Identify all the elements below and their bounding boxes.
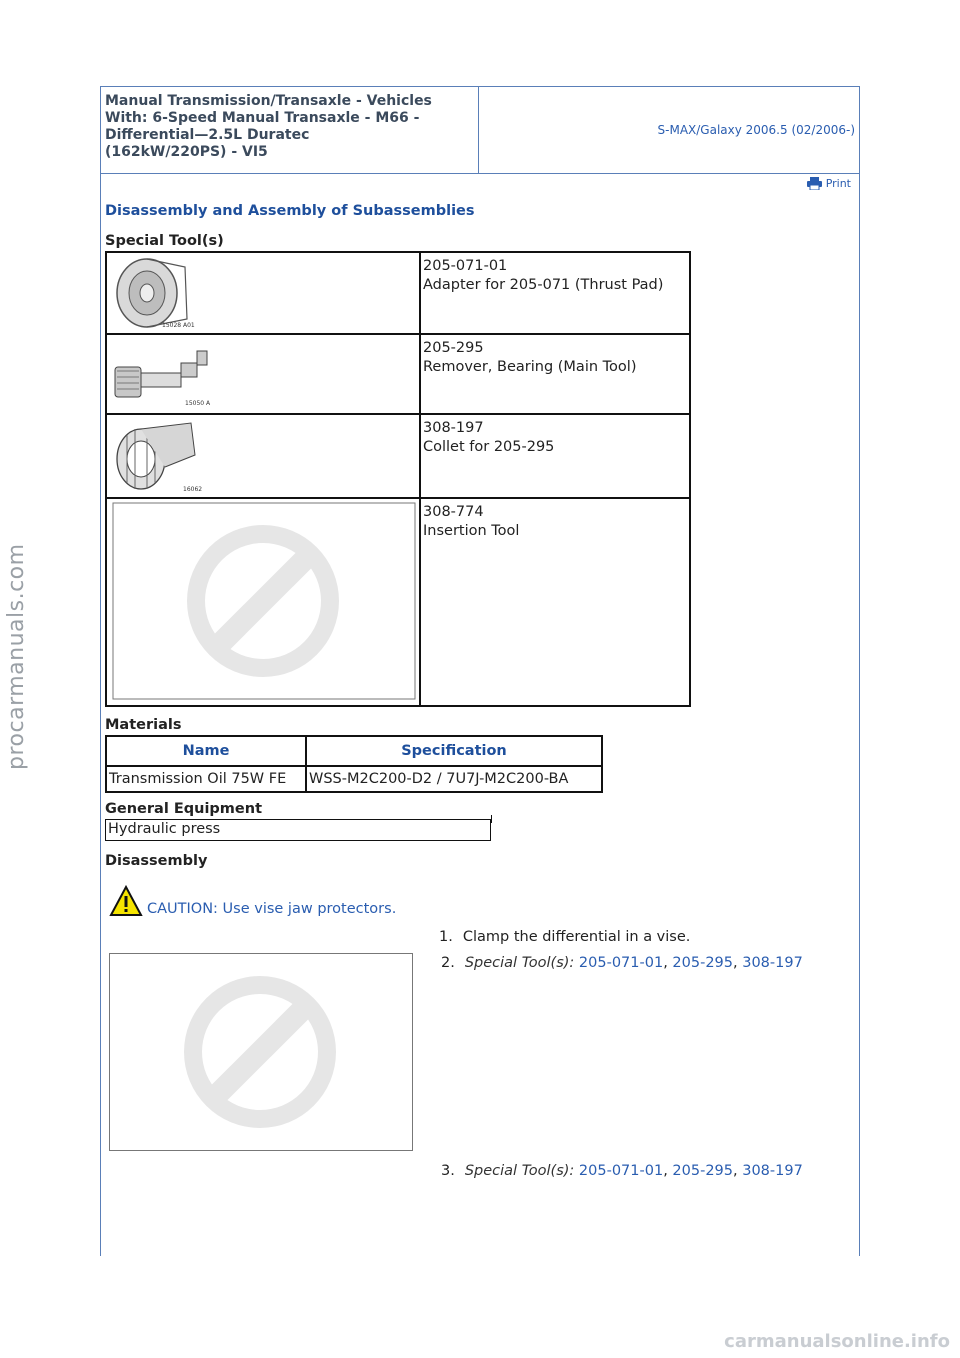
print-button[interactable] xyxy=(807,177,851,190)
bearing-remover-image xyxy=(107,335,419,413)
tool-description-cell xyxy=(420,334,690,414)
special-tools-ref-label: Special Tool(s): xyxy=(464,1163,575,1179)
bottom-watermark: carmanualsonline.info xyxy=(724,1331,950,1352)
tool-number: 308-197 xyxy=(423,420,484,436)
document-header xyxy=(101,87,859,174)
printer-icon xyxy=(807,177,822,190)
tool-link-205-071-01[interactable]: 205-071-01 xyxy=(578,955,664,971)
thrust-pad-adapter-image xyxy=(107,253,419,333)
tool-image-cell xyxy=(106,414,420,498)
warning-triangle-icon xyxy=(109,885,143,917)
column-header-specification: Specification xyxy=(306,736,602,766)
step-1 xyxy=(439,929,690,945)
image-unavailable-icon xyxy=(110,954,412,1150)
step-figure xyxy=(109,953,413,1151)
tool-link-308-197[interactable]: 308-197 xyxy=(742,1163,803,1179)
tool-number: 205-295 xyxy=(423,340,484,356)
svg-text:15028 A01: 15028 A01 xyxy=(162,322,195,329)
collet-image xyxy=(107,415,419,497)
materials-header-row xyxy=(106,736,602,766)
print-label: Print xyxy=(825,177,851,190)
step-number: 1. xyxy=(439,929,453,945)
tool-image-cell xyxy=(106,252,420,334)
svg-text:15050 A: 15050 A xyxy=(185,400,211,407)
tool-description: Collet for 205-295 xyxy=(423,439,555,455)
document-frame xyxy=(100,86,860,1256)
tool-link-205-071-01[interactable]: 205-071-01 xyxy=(578,1163,664,1179)
special-tools-table xyxy=(105,251,691,707)
tool-link-205-295[interactable]: 205-295 xyxy=(672,955,733,971)
table-divider xyxy=(491,815,492,823)
step-number: 3. xyxy=(441,1163,455,1179)
tool-number: 308-774 xyxy=(423,504,484,520)
header-title: Manual Transmission/Transaxle - Vehicles With: 6-Speed Manual Transaxle - M66 - Differential—2.5L Duratec (162kW/220PS) - VI5 xyxy=(101,87,479,173)
special-tools-ref-label: Special Tool(s): xyxy=(464,955,575,971)
tool-link-308-197[interactable]: 308-197 xyxy=(742,955,803,971)
material-specification: WSS-M2C200-D2 / 7U7J-M2C200-BA xyxy=(306,766,602,792)
step-number: 2. xyxy=(441,955,455,971)
tool-link-205-295[interactable]: 205-295 xyxy=(672,1163,733,1179)
tool-image-cell xyxy=(106,334,420,414)
vehicle-model: S-MAX/Galaxy 2006.5 (02/2006-) xyxy=(657,123,855,137)
page-title: Disassembly and Assembly of Subassemblies xyxy=(105,203,475,219)
tool-description-cell xyxy=(420,498,690,706)
table-row xyxy=(106,766,602,792)
tool-row xyxy=(106,414,690,498)
tool-row xyxy=(106,498,690,706)
material-name: Transmission Oil 75W FE xyxy=(106,766,306,792)
step-text: Clamp the differential in a vise. xyxy=(462,929,691,945)
image-unavailable-icon xyxy=(107,499,419,705)
equipment-item: Hydraulic press xyxy=(105,819,491,841)
step-2: 2. Special Tool(s): 205-071-01, 205-295, 308-197 xyxy=(441,955,803,971)
tool-description: Adapter for 205-071 (Thrust Pad) xyxy=(423,277,664,293)
tool-number: 205-071-01 xyxy=(423,258,508,274)
tool-description: Remover, Bearing (Main Tool) xyxy=(423,359,637,375)
tool-description-cell xyxy=(420,414,690,498)
special-tools-label: Special Tool(s) xyxy=(105,233,224,249)
svg-text:16062: 16062 xyxy=(183,486,203,493)
materials-table xyxy=(105,735,603,793)
step-3: 3. Special Tool(s): 205-071-01, 205-295, 308-197 xyxy=(441,1163,803,1179)
caution-note xyxy=(109,885,396,917)
disassembly-label: Disassembly xyxy=(105,853,208,869)
general-equipment-label: General Equipment xyxy=(105,801,263,817)
tool-row xyxy=(106,252,690,334)
tool-description: Insertion Tool xyxy=(423,523,520,539)
tool-description-cell xyxy=(420,252,690,334)
tool-row xyxy=(106,334,690,414)
caution-text: CAUTION: Use vise jaw protectors. xyxy=(147,901,397,917)
materials-label: Materials xyxy=(105,717,182,733)
side-watermark: procarmanuals.com xyxy=(4,543,29,770)
tool-image-cell xyxy=(106,498,420,706)
column-header-name: Name xyxy=(106,736,306,766)
